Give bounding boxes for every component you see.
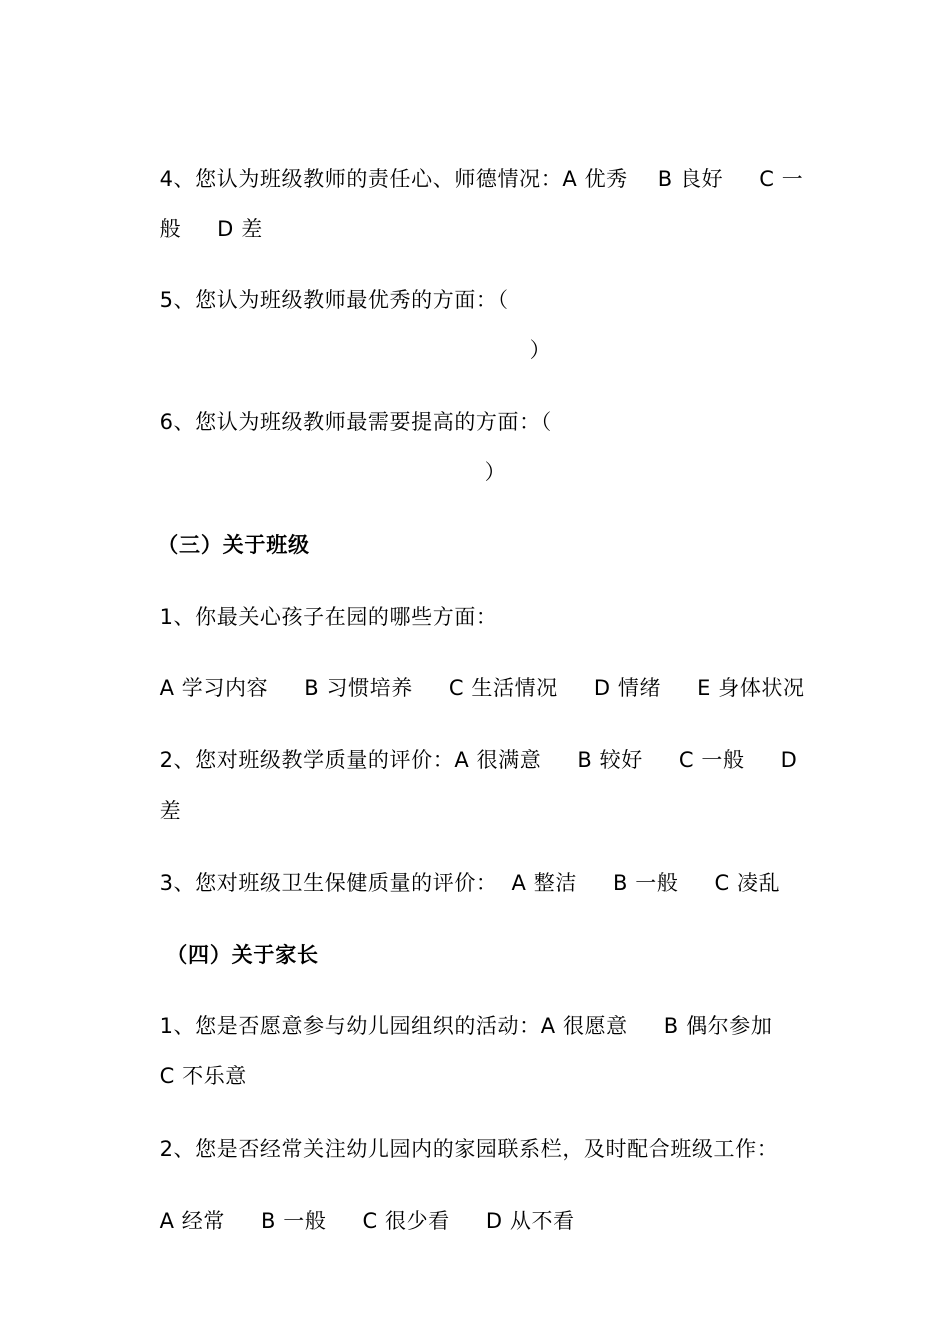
option-a: A 整洁 bbox=[511, 871, 577, 895]
question-4-continued bbox=[145, 187, 263, 243]
question-text: 4、您认为班级教师的责任心、师德情况： bbox=[159, 167, 563, 191]
option-c: C 一般 bbox=[678, 748, 745, 772]
option-a: A 学习内容 bbox=[159, 676, 269, 700]
question-text: 2、您对班级教学质量的评价： bbox=[159, 748, 455, 772]
option-c: C 不乐意 bbox=[159, 1064, 247, 1088]
option-c-continued: 般 bbox=[159, 217, 182, 241]
option-a: A 很愿意 bbox=[540, 1014, 628, 1038]
section-4-question-2-options bbox=[145, 1179, 575, 1235]
section-3-question-1-options bbox=[145, 646, 805, 702]
option-a: A 优秀 bbox=[562, 167, 628, 191]
option-b: B 较好 bbox=[577, 748, 643, 772]
question-text: 2、您是否经常关注幼儿园内的家园联系栏，及时配合班级工作： bbox=[159, 1137, 779, 1161]
section-3-question-3 bbox=[145, 841, 780, 897]
option-a: A 很满意 bbox=[454, 748, 542, 772]
option-a: A 经常 bbox=[159, 1209, 226, 1233]
option-d: D 差 bbox=[217, 217, 263, 241]
question-5-teacher-strength bbox=[145, 258, 509, 314]
section-3-question-1 bbox=[145, 575, 498, 631]
section-4-question-1-continued bbox=[145, 1034, 247, 1090]
section-3-title: （三）关于班级 bbox=[157, 533, 310, 557]
option-b: B 良好 bbox=[657, 167, 724, 191]
section-4-question-1 bbox=[145, 984, 772, 1040]
section-3-question-2 bbox=[145, 718, 797, 774]
option-c: C 凌乱 bbox=[714, 871, 781, 895]
option-b: B 偶尔参加 bbox=[663, 1014, 773, 1038]
option-b: B 一般 bbox=[612, 871, 679, 895]
section-4-title: （四）关于家长 bbox=[166, 943, 319, 967]
option-d: D 情绪 bbox=[593, 676, 662, 700]
question-text: 1、您是否愿意参与幼儿园组织的活动： bbox=[159, 1014, 541, 1038]
option-d: D bbox=[780, 748, 798, 772]
question-6-teacher-improvement bbox=[145, 380, 552, 436]
question-text: 5、您认为班级教师最优秀的方面：（ bbox=[159, 288, 509, 312]
option-c: C 一 bbox=[759, 167, 804, 191]
option-d: D 从不看 bbox=[485, 1209, 575, 1233]
option-b: B 一般 bbox=[261, 1209, 327, 1233]
option-e: E 身体状况 bbox=[697, 676, 805, 700]
section-4-question-2 bbox=[145, 1107, 778, 1163]
question-6-close-paren: ） bbox=[484, 460, 507, 484]
question-text: 1、你最关心孩子在园的哪些方面： bbox=[159, 605, 498, 629]
option-b: B 习惯培养 bbox=[304, 676, 413, 700]
question-text: 6、您认为班级教师最需要提高的方面：（ bbox=[159, 410, 552, 434]
section-3-question-2-continued bbox=[145, 769, 181, 825]
option-c: C 生活情况 bbox=[448, 676, 558, 700]
question-5-close-paren: ） bbox=[529, 338, 552, 362]
question-text: 3、您对班级卫生保健质量的评价： bbox=[159, 871, 498, 895]
option-c: C 很少看 bbox=[362, 1209, 450, 1233]
question-4-teacher-responsibility bbox=[145, 137, 803, 193]
option-d-continued: 差 bbox=[159, 799, 182, 823]
